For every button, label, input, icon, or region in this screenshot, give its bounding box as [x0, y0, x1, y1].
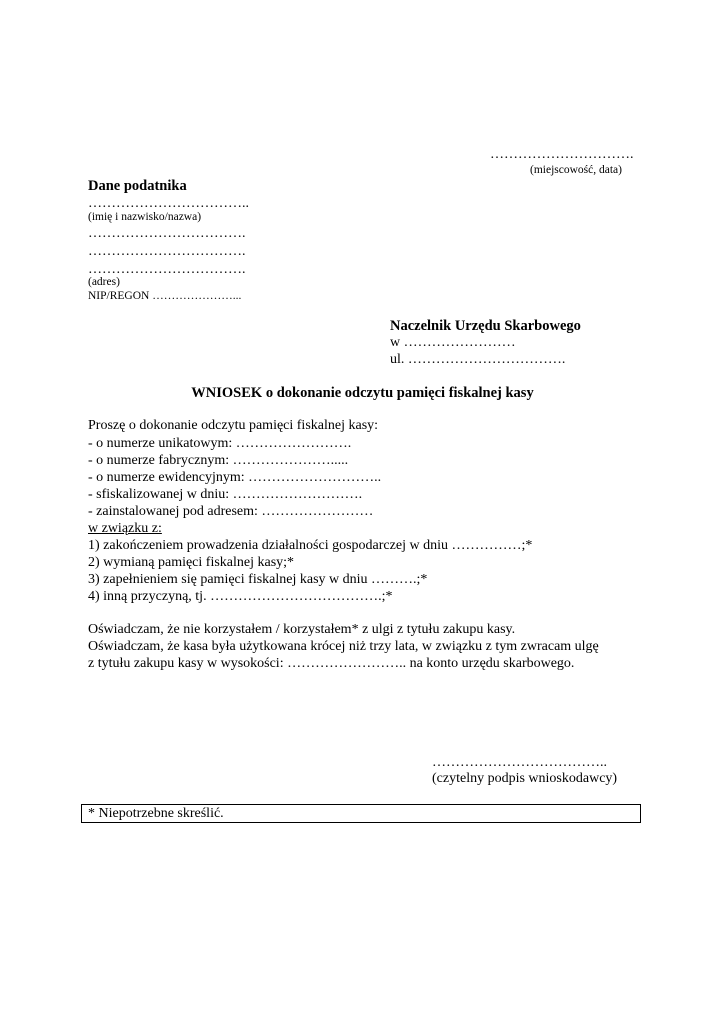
reason-item: 1) zakończeniem prowadzenia działalności gospodarczej w dniu ……………;*: [88, 538, 533, 553]
request-field-fiscalization-date: - sfiskalizowanej w dniu: ……………………….: [88, 487, 363, 502]
reason-item: 4) inną przyczyną, tj. ……………………………….;*: [88, 589, 393, 604]
taxpayer-address-line: …………………………….: [88, 244, 246, 259]
document-title-keyword: WNIOSEK: [191, 385, 263, 401]
addressee-heading: Naczelnik Urzędu Skarbowego: [390, 318, 581, 334]
request-field-installation-address: - zainstalowanej pod adresem: ……………………: [88, 504, 374, 519]
document-title-rest: o dokonanie odczytu pamięci fiskalnej kasy: [262, 385, 534, 401]
request-field-unique-number: - o numerze unikatowym: …………………….: [88, 436, 352, 451]
request-field-serial-number: - o numerze fabrycznym: ………………….....: [88, 453, 349, 468]
place-date-dots: ………………………….: [490, 147, 634, 162]
taxpayer-address-line: …………………………….: [88, 226, 246, 241]
reason-item: 3) zapełnieniem się pamięci fiskalnej kasy w dniu ……….;*: [88, 572, 428, 587]
footnote-text: * Niepotrzebne skreślić.: [88, 806, 224, 821]
taxpayer-name-field: ……………………………..: [88, 196, 249, 211]
taxpayer-address-label: (adres): [88, 276, 120, 288]
reason-heading: w związku z:: [88, 521, 162, 536]
request-field-registration-number: - o numerze ewidencyjnym: ………………………..: [88, 470, 382, 485]
taxpayer-nip-regon: NIP/REGON …………………...: [88, 290, 242, 302]
taxpayer-address-line: …………………………….: [88, 262, 246, 277]
reason-item: 2) wymianą pamięci fiskalnej kasy;*: [88, 555, 295, 570]
addressee-city-line: w ……………………: [390, 335, 516, 350]
document-title: [0, 385, 725, 402]
footnote-box: [81, 804, 641, 823]
declaration-line: z tytułu zakupu kasy w wysokości: …………………….. na konto urzędu skarbowego.: [88, 656, 575, 671]
place-date-label: (miejscowość, data): [530, 164, 622, 176]
declaration-line: Oświadczam, że kasa była użytkowana krócej niż trzy lata, w związku z tym zwracam ulgę: [88, 639, 599, 654]
taxpayer-heading: Dane podatnika: [88, 178, 187, 194]
request-intro: Proszę o dokonanie odczytu pamięci fiskalnej kasy:: [88, 418, 379, 433]
signature-label: (czytelny podpis wnioskodawcy): [432, 771, 618, 786]
addressee-street-line: ul. …………………………….: [390, 352, 566, 367]
declaration-line: Oświadczam, że nie korzystałem / korzystałem* z ulgi z tytułu zakupu kasy.: [88, 622, 516, 637]
signature-line: ………………………………..: [432, 755, 607, 770]
taxpayer-name-label: (imię i nazwisko/nazwa): [88, 211, 202, 223]
